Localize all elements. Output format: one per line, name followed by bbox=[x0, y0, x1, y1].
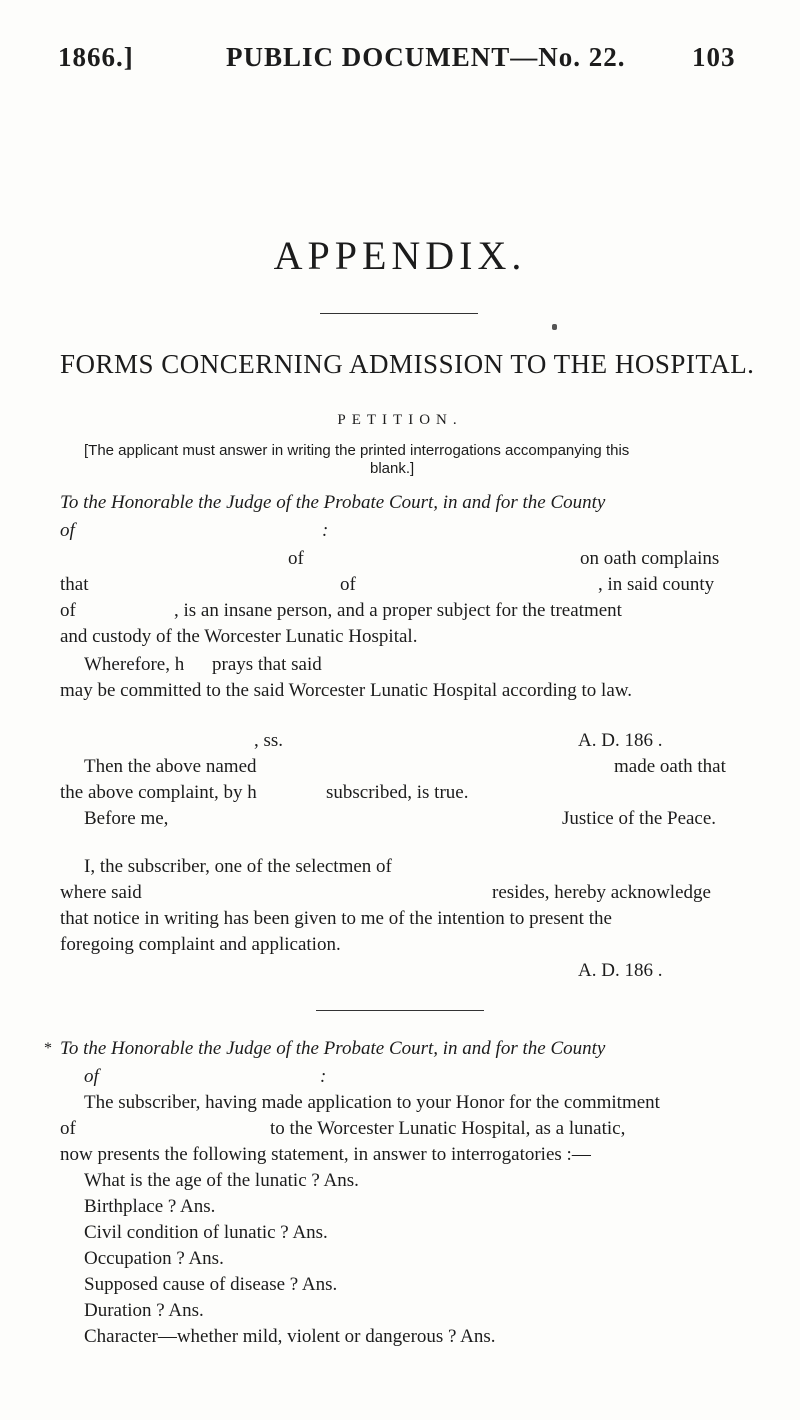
question-civil-condition: Civil condition of lunatic ? Ans. bbox=[84, 1222, 328, 1243]
form1-row1-right: on oath complains bbox=[580, 548, 720, 569]
form2-address: To the Honorable the Judge of the Probate Court, in and for the County bbox=[60, 1038, 606, 1059]
divider-rule bbox=[320, 313, 478, 314]
selectmen-line-1: I, the subscriber, one of the selectmen of bbox=[84, 856, 392, 877]
oath-named: Then the above named bbox=[84, 756, 257, 777]
selectmen-line-3: that notice in writing has been given to me of the intention to present the bbox=[60, 908, 612, 929]
form2-asterisk: * bbox=[44, 1040, 52, 1057]
header-year: 1866.] bbox=[58, 42, 134, 72]
form1-address: To the Honorable the Judge of the Probate Court, in and for the County bbox=[60, 492, 606, 513]
question-character: Character—whether mild, violent or dangerous ? Ans. bbox=[84, 1326, 496, 1347]
question-duration: Duration ? Ans. bbox=[84, 1300, 204, 1321]
oath-before-me: Before me, bbox=[84, 808, 169, 829]
form1-row5-left: Wherefore, h bbox=[84, 654, 185, 675]
section-heading: FORMS CONCERNING ADMISSION TO THE HOSPITAL. bbox=[60, 349, 755, 379]
form1-row6: may be committed to the said Worcester Lunatic Hospital according to law. bbox=[60, 680, 632, 701]
form2-line-2-right: to the Worcester Lunatic Hospital, as a lunatic, bbox=[270, 1118, 626, 1139]
form1-row2-right: , in said county bbox=[598, 574, 715, 595]
oath-made-oath: made oath that bbox=[614, 756, 726, 777]
instruction-line-2: blank.] bbox=[370, 460, 415, 477]
question-age: What is the age of the lunatic ? Ans. bbox=[84, 1170, 359, 1191]
instruction-line-1: [The applicant must answer in writing the printed interrogations accompanying this bbox=[84, 442, 630, 459]
form2-line-2-left: of bbox=[60, 1118, 76, 1139]
header-page-number: 103 bbox=[692, 42, 736, 72]
form1-row1-of: of bbox=[288, 548, 304, 569]
divider-rule-2 bbox=[316, 1010, 484, 1011]
oath-ss: , ss. bbox=[254, 730, 284, 751]
ink-speck bbox=[552, 324, 557, 330]
header-title: PUBLIC DOCUMENT—No. 22. bbox=[226, 42, 626, 72]
form2-line-1: The subscriber, having made application to your Honor for the commitment bbox=[84, 1092, 660, 1113]
selectmen-line-2-right: resides, hereby acknowledge bbox=[492, 882, 711, 903]
form2-address-of: of bbox=[84, 1066, 99, 1087]
selectmen-date: A. D. 186 . bbox=[578, 960, 663, 981]
oath-date: A. D. 186 . bbox=[578, 730, 663, 751]
question-occupation: Occupation ? Ans. bbox=[84, 1248, 224, 1269]
oath-complaint-right: subscribed, is true. bbox=[326, 782, 469, 803]
form1-address-of: of bbox=[60, 520, 75, 541]
form1-row4: and custody of the Worcester Lunatic Hospital. bbox=[60, 626, 418, 647]
selectmen-line-4: foregoing complaint and application. bbox=[60, 934, 341, 955]
form1-row2-left: that bbox=[60, 574, 89, 595]
appendix-title: APPENDIX. bbox=[273, 233, 527, 278]
form1-row5-right: prays that said bbox=[212, 654, 322, 675]
form1-address-colon: : bbox=[322, 520, 329, 541]
form2-address-colon: : bbox=[320, 1066, 327, 1087]
form2-line-3: now presents the following statement, in answer to interrogatories :— bbox=[60, 1144, 591, 1165]
petition-heading: PETITION. bbox=[337, 412, 463, 428]
question-birthplace: Birthplace ? Ans. bbox=[84, 1196, 216, 1217]
selectmen-line-2-left: where said bbox=[60, 882, 142, 903]
oath-complaint-left: the above complaint, by h bbox=[60, 782, 257, 803]
form1-row2-of: of bbox=[340, 574, 356, 595]
oath-justice: Justice of the Peace. bbox=[562, 808, 717, 829]
form1-row3-left: of bbox=[60, 600, 76, 621]
form1-row3-right: , is an insane person, and a proper subject for the treatment bbox=[174, 600, 622, 621]
question-cause: Supposed cause of disease ? Ans. bbox=[84, 1274, 338, 1295]
